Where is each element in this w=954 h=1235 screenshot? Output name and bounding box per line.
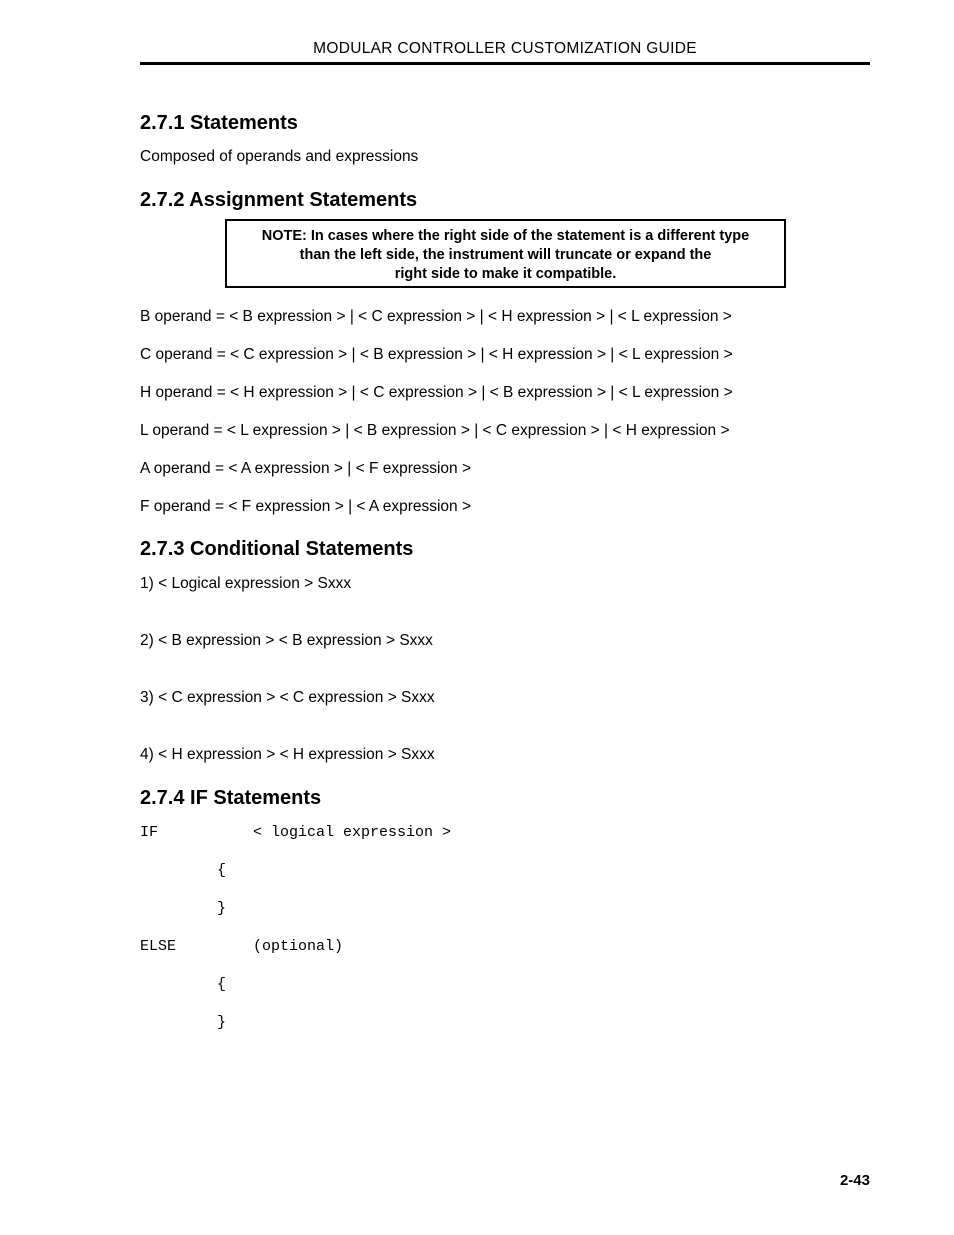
- section-heading-conditional: 2.7.3 Conditional Statements: [140, 538, 414, 560]
- if-keyword: IF: [140, 824, 159, 841]
- conditional-line-1: 1) < Logical expression > Sxxx: [140, 575, 352, 592]
- else-close-brace: }: [217, 1014, 227, 1031]
- assignment-line-c: C operand = < C expression > | < B expression > | < H expression > | < L expression >: [140, 346, 733, 363]
- note-line: right side to make it compatible.: [394, 266, 617, 282]
- if-condition: < logical expression >: [253, 824, 452, 841]
- section-heading-assignment: 2.7.2 Assignment Statements: [140, 189, 418, 211]
- assignment-line-f: F operand = < F expression > | < A expression >: [140, 498, 472, 515]
- assignment-line-b: B operand = < B expression > | < C expression > | < H expression > | < L expression >: [140, 308, 732, 325]
- note-line: than the left side, the instrument will truncate or expand the: [299, 247, 712, 263]
- note-box: [225, 219, 786, 288]
- section-heading-statements: 2.7.1 Statements: [140, 112, 298, 134]
- section-heading-if: 2.7.4 IF Statements: [140, 787, 322, 809]
- assignment-line-l: L operand = < L expression > | < B expression > | < C expression > | < H expression >: [140, 422, 730, 439]
- conditional-line-2: 2) < B expression > < B expression > Sxxx: [140, 632, 433, 649]
- conditional-line-4: 4) < H expression > < H expression > Sxxx: [140, 746, 435, 763]
- statements-body: Composed of operands and expressions: [140, 148, 419, 165]
- assignment-line-a: A operand = < A expression > | < F expression >: [140, 460, 472, 477]
- conditional-line-3: 3) < C expression > < C expression > Sxxx: [140, 689, 435, 706]
- else-open-brace: {: [217, 976, 227, 993]
- header-rule: [140, 62, 870, 65]
- else-note: (optional): [253, 938, 344, 955]
- note-line: NOTE: In cases where the right side of the statement is a different type: [261, 228, 750, 244]
- page-number: 2-43: [839, 1172, 870, 1189]
- if-open-brace: {: [217, 862, 227, 879]
- if-close-brace: }: [217, 900, 227, 917]
- assignment-line-h: H operand = < H expression > | < C expression > | < B expression > | < L expression >: [140, 384, 733, 401]
- page-header: MODULAR CONTROLLER CUSTOMIZATION GUIDE: [313, 40, 697, 57]
- else-keyword: ELSE: [140, 938, 177, 955]
